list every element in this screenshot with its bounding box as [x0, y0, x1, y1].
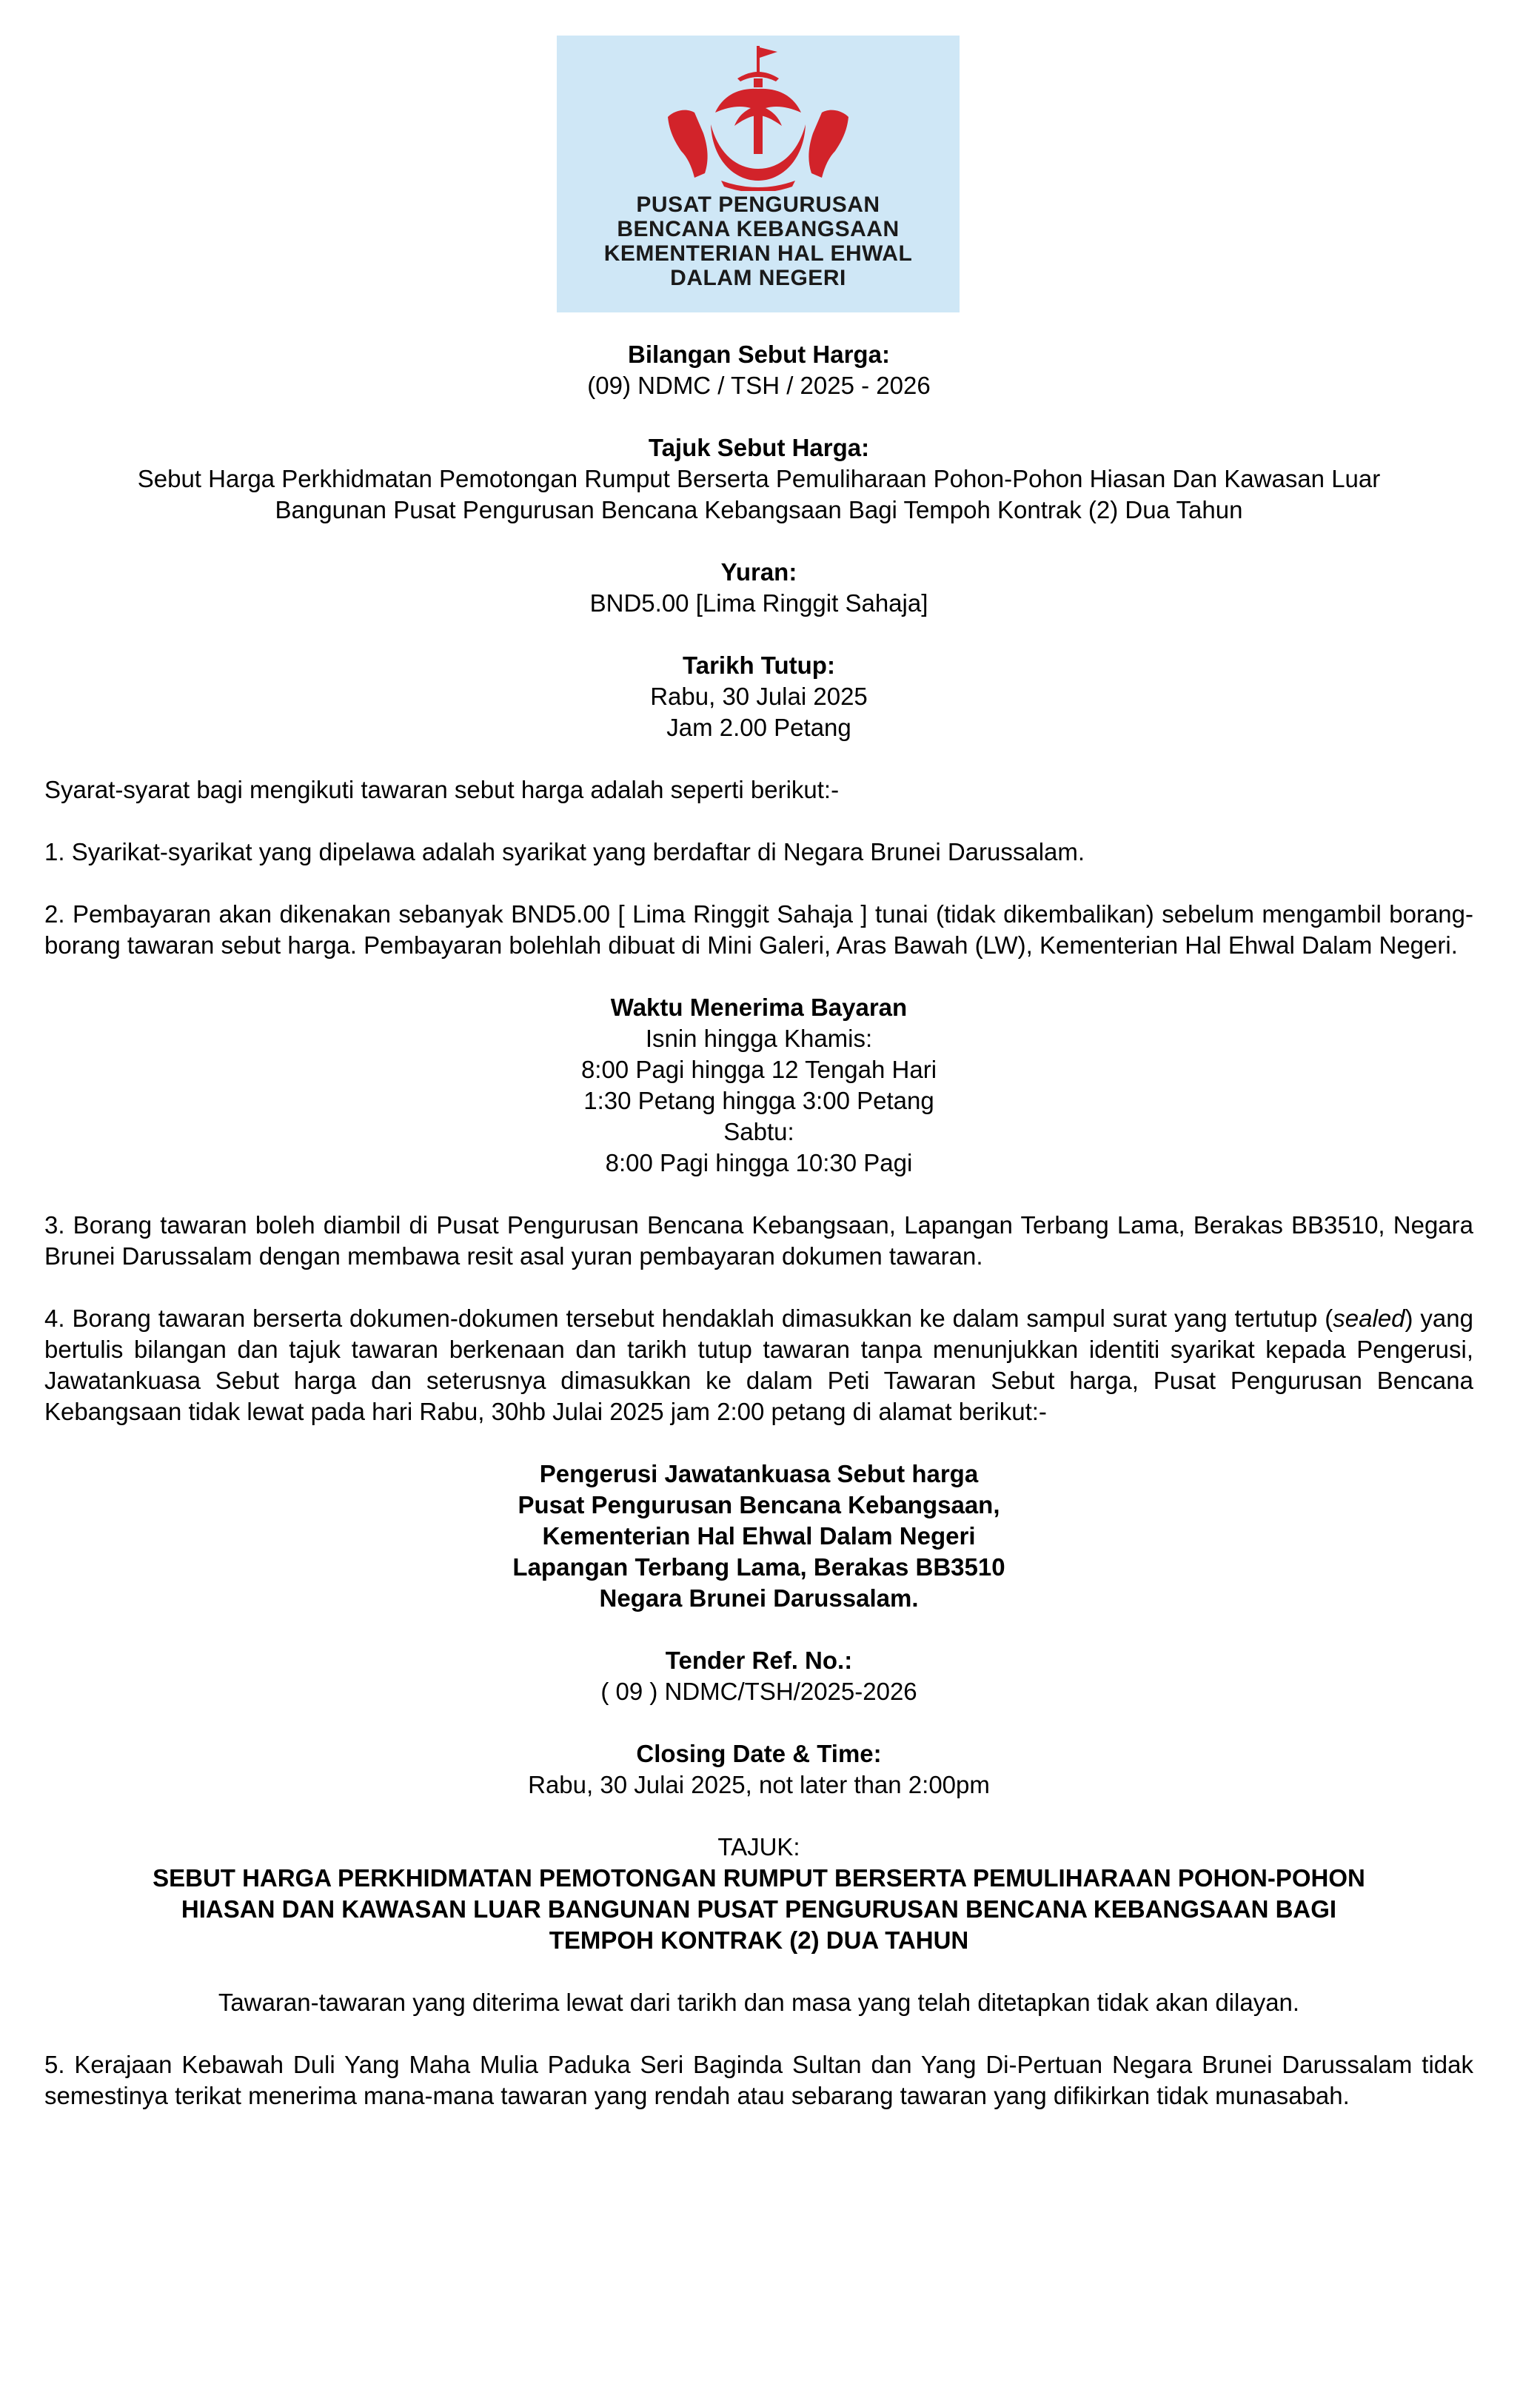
tajuk-line-1: SEBUT HARGA PERKHIDMATAN PEMOTONGAN RUMPUT BERSERTA PEMULIHARAAN POHON-POHON — [153, 1864, 1365, 1892]
condition-item-5: 5. Kerajaan Kebawah Duli Yang Maha Mulia Paduka Seri Baginda Sultan dan Yang Di-Pertuan Negara Brunei Darussalam tidak semestinya terikat menerima mana-mana tawaran yang rendah atau sebarang tawaran yang difikirkan tidak munasabah. — [44, 2051, 1473, 2109]
closing-label: Tarikh Tutup: — [683, 652, 835, 679]
quotation-title-block — [44, 432, 1473, 526]
fee-block — [44, 557, 1473, 619]
payment-hours-block — [44, 992, 1473, 1179]
address-line-1: Pengerusi Jawatankuasa Sebut harga — [539, 1460, 979, 1487]
payment-hours-heading: Waktu Menerima Bayaran — [610, 994, 908, 1021]
closing-time: Jam 2.00 Petang — [666, 714, 851, 741]
quotation-title-label: Tajuk Sebut Harga: — [648, 434, 870, 461]
quotation-ref-block — [44, 339, 1473, 401]
condition-item-1: 1. Syarikat-syarikat yang dipelawa adalah syarikat yang berdaftar di Negara Brunei Darussalam. — [44, 838, 1085, 865]
brunei-crest-icon — [557, 36, 960, 191]
logo-org-line-3: KEMENTERIAN HAL EHWAL — [603, 241, 913, 266]
payment-saturday-hours: 8:00 Pagi hingga 10:30 Pagi — [605, 1149, 913, 1176]
tajuk-block — [44, 1832, 1473, 1956]
tender-ref-value: ( 09 ) NDMC/TSH/2025-2026 — [600, 1678, 917, 1705]
quotation-title-line-2: Bangunan Pusat Pengurusan Bencana Kebangsaan Bagi Tempoh Kontrak (2) Dua Tahun — [275, 496, 1243, 523]
payment-weekday-morning: 8:00 Pagi hingga 12 Tengah Hari — [580, 1056, 937, 1083]
quotation-ref-label: Bilangan Sebut Harga: — [628, 341, 890, 368]
address-line-2: Pusat Pengurusan Bencana Kebangsaan, — [518, 1491, 1000, 1518]
address-line-3: Kementerian Hal Ehwal Dalam Negeri — [542, 1522, 976, 1550]
payment-saturday-label: Sabtu: — [723, 1118, 794, 1145]
fee-value: BND5.00 [Lima Ringgit Sahaja] — [589, 589, 928, 617]
submission-address — [44, 1459, 1473, 1614]
condition-item-4-italic: sealed — [1333, 1305, 1405, 1332]
fee-label: Yuran: — [720, 558, 797, 586]
payment-weekday-afternoon: 1:30 Petang hingga 3:00 Petang — [583, 1087, 934, 1114]
logo-org-line-4: DALAM NEGERI — [670, 266, 846, 290]
conditions-intro: Syarat-syarat bagi mengikuti tawaran sebut harga adalah seperti berikut:- — [44, 776, 840, 803]
address-line-4: Lapangan Terbang Lama, Berakas BB3510 — [512, 1553, 1005, 1581]
agency-logo — [557, 36, 960, 312]
tender-closing-block — [44, 1738, 1473, 1801]
tajuk-label: TAJUK: — [717, 1833, 800, 1861]
condition-item-4-after: ) yang bertulis bilangan dan tajuk tawaran berkenaan dan tarikh tutup tawaran tanpa menunjukkan identiti syarikat kepada Pengerusi, Jawatankuasa Sebut harga dan seterusnya dimasukkan ke dalam Peti Tawaran Sebut harga, Pusat Pengurusan Bencana Kebangsaan tidak lewat pada hari Rabu, 30hb Julai 2025 jam 2:00 petang di alamat berikut:- — [44, 1305, 1473, 1425]
tender-ref-block — [44, 1645, 1473, 1707]
quotation-title-line-1: Sebut Harga Perkhidmatan Pemotongan Rumput Berserta Pemuliharaan Pohon-Pohon Hiasan Dan Kawasan Luar — [137, 465, 1381, 492]
tender-ref-label: Tender Ref. No.: — [665, 1647, 853, 1674]
condition-item-4 — [44, 1303, 1473, 1427]
tajuk-line-2: HIASAN DAN KAWASAN LUAR BANGUNAN PUSAT PENGURUSAN BENCANA KEBANGSAAN BAGI — [181, 1895, 1337, 1923]
tender-closing-value: Rabu, 30 Julai 2025, not later than 2:00pm — [528, 1771, 990, 1798]
tajuk-line-3: TEMPOH KONTRAK (2) DUA TAHUN — [549, 1926, 969, 1954]
logo-org-line-2: BENCANA KEBANGSAAN — [617, 217, 900, 241]
payment-weekday-label: Isnin hingga Khamis: — [645, 1025, 873, 1052]
tender-closing-label: Closing Date & Time: — [636, 1740, 882, 1767]
quotation-ref-value: (09) NDMC / TSH / 2025 - 2026 — [587, 372, 931, 399]
logo-org-line-1: PUSAT PENGURUSAN — [636, 192, 880, 217]
closing-date: Rabu, 30 Julai 2025 — [650, 683, 868, 710]
address-line-5: Negara Brunei Darussalam. — [599, 1584, 919, 1612]
closing-block — [44, 650, 1473, 743]
condition-item-3: 3. Borang tawaran boleh diambil di Pusat Pengurusan Bencana Kebangsaan, Lapangan Terbang Lama, Berakas BB3510, Negara Brunei Darussalam dengan membawa resit asal yuran pembayaran dokumen tawaran. — [44, 1211, 1473, 1270]
document-body — [44, 339, 1473, 2112]
late-submission-note: Tawaran-tawaran yang diterima lewat dari tarikh dan masa yang telah ditetapkan tidak akan dilayan. — [218, 1989, 1300, 2016]
condition-item-2: 2. Pembayaran akan dikenakan sebanyak BND5.00 [ Lima Ringgit Sahaja ] tunai (tidak dikembalikan) sebelum mengambil borang-borang tawaran sebut harga. Pembayaran bolehlah dibuat di Mini Galeri, Aras Bawah (LW), Kementerian Hal Ehwal Dalam Negeri. — [44, 900, 1473, 959]
condition-item-4-before: 4. Borang tawaran berserta dokumen-dokumen tersebut hendaklah dimasukkan ke dalam sampul surat yang tertutup ( — [44, 1305, 1333, 1332]
